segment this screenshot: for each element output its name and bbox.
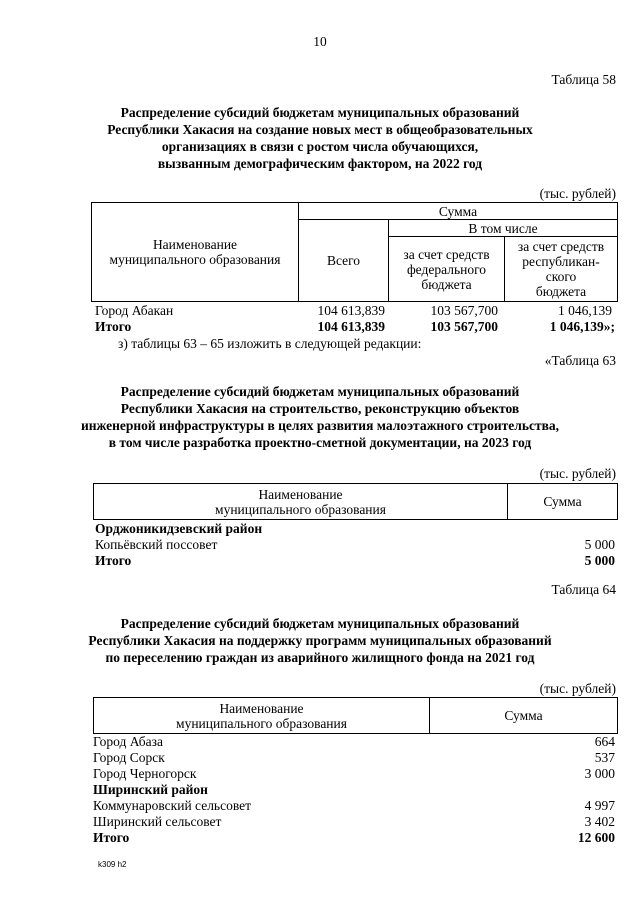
table-row: Копьёвский поссовет 5 000 xyxy=(95,537,615,552)
table-58-label: Таблица 58 xyxy=(551,72,616,87)
district-heading: Орджоникидзевский район xyxy=(95,521,263,536)
table-total-row: Итого 12 600 xyxy=(93,830,615,845)
page-number: 10 xyxy=(313,34,327,49)
header-sum: Сумма xyxy=(299,203,618,220)
header-sum: Сумма xyxy=(508,484,618,520)
header-republic: за счет средств республикан- ского бюджета xyxy=(505,237,618,302)
header-name: Наименование муниципального образования xyxy=(94,698,430,734)
table-63-unit: (тыс. рублей) xyxy=(539,466,616,481)
table-64-label: Таблица 64 xyxy=(551,582,616,597)
header-federal: за счет средств федерального бюджета xyxy=(389,237,505,302)
table-row: Город Абакан 104 613,839 103 567,700 1 046,139 xyxy=(95,303,612,318)
footer-code: k309 h2 xyxy=(98,860,127,869)
table-total-row: Итого 5 000 xyxy=(95,553,615,568)
header-total: Всего xyxy=(299,220,389,302)
table-row: Город Черногорск 3 000 xyxy=(93,766,615,781)
table-row: Город Абаза 664 xyxy=(93,734,615,749)
header-sum: Сумма xyxy=(430,698,618,734)
table-58-header xyxy=(91,202,618,302)
table-row: Ширинский сельсовет 3 402 xyxy=(93,814,615,829)
table-row: Коммунаровский сельсовет 4 997 xyxy=(93,798,615,813)
table-64-header xyxy=(93,697,618,734)
header-incl: В том числе xyxy=(389,220,618,237)
document-page: 10 Таблица 58 Распределение субсидий бюджетам муниципальных образований Республики Хакасия на создание новых мест в общеобразовательных организациях в связи с ростом числа обучающихся, вызванным демографическим фактором, на 2022 год (тыс. рублей) Наименование муниципального образования Сумма Всего В том числе за счет средств федерального бюджета за счет средств республикан- ского бюджета Город Абакан 104 613,839 103 567,700 1 046,139 Итого 104 613,839 103 567,700 1 046,139»; з) таблицы 63 – 65 изложить в следующей редакции: «Таблица 63 Распределение субсидий бюджетам муниципальных образований Республики Хакасия на строительство, реконструкцию объектов инженерной инфраструктуры в целях развития малоэтажного строительства, в том числе разработка проектно-сметной документации, на 2023 год (тыс. рублей) Наименование муниципального образования Сумма Орджоникидзевский район Копьёвский поссовет 5 000 Итого 5 000 Таблица 64 Распределение субсидий бюджетам муниципальных образований Республики Хакасия на поддержку программ муниципальных образований по переселению граждан из аварийного жилищного фонда на 2021 год (тыс. рублей) Наименование муниципального образования Сумма Город Абаза 664 Город Сорск 537 Город Черногорск 3 000 Ширинский район Коммунаровский сельсовет 4 997 Ширинский сельсовет 3 402 Итого 12 600 k309 h2 xyxy=(0,0,640,899)
district-heading: Ширинский район xyxy=(93,782,208,797)
table-63-header xyxy=(93,483,618,520)
instruction-text: з) таблицы 63 – 65 изложить в следующей редакции: xyxy=(118,336,422,351)
table-total-row: Итого 104 613,839 103 567,700 1 046,139»; xyxy=(95,319,615,334)
table-row: Город Сорск 537 xyxy=(93,750,615,765)
table-58-unit: (тыс. рублей) xyxy=(539,186,616,201)
header-name: Наименование муниципального образования xyxy=(94,484,508,520)
table-64-unit: (тыс. рублей) xyxy=(539,681,616,696)
table-63-label: «Таблица 63 xyxy=(544,353,616,368)
header-name: Наименование муниципального образования xyxy=(92,203,299,302)
